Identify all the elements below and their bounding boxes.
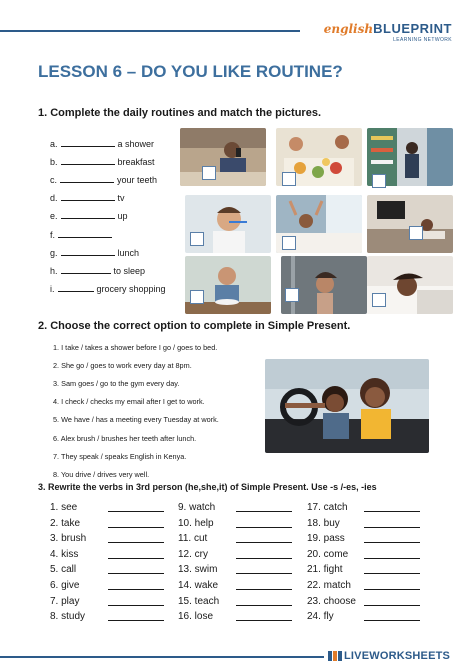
liveworksheets-logo-icon — [328, 650, 342, 662]
routine-blank-input[interactable] — [61, 211, 115, 219]
verb-answer-input[interactable] — [236, 542, 292, 543]
picture-women-driving-car — [265, 359, 429, 453]
verb-answer-input[interactable] — [236, 527, 292, 528]
answer-box-woman-shower[interactable] — [285, 288, 299, 302]
routine-blank-input[interactable] — [61, 266, 111, 274]
answer-box-man-phone[interactable] — [202, 166, 216, 180]
routine-blank-input[interactable] — [60, 175, 114, 183]
choice-sentence[interactable]: 6. Alex brush / brushes her teeth after lunch. — [53, 433, 197, 443]
verb-answer-input[interactable] — [108, 589, 164, 590]
brand-logo — [324, 20, 452, 43]
routine-blank-input[interactable] — [61, 157, 115, 165]
routine-item — [50, 138, 154, 150]
verb-item: 16. lose — [178, 611, 214, 623]
verb-answer-input[interactable] — [108, 542, 164, 543]
routine-item — [50, 156, 155, 168]
choice-sentence[interactable]: 2. She go / goes to work every day at 8pm. — [53, 361, 192, 371]
verb-item: 9. watch — [178, 502, 216, 513]
verb-item: 18. buy — [307, 517, 340, 529]
routine-item — [50, 174, 157, 186]
verb-answer-input[interactable] — [108, 558, 164, 559]
routine-item-text: breakfast — [117, 157, 155, 168]
verb-answer-input[interactable] — [236, 620, 292, 621]
verb-answer-input[interactable] — [108, 573, 164, 574]
routine-blank-input[interactable] — [58, 284, 94, 292]
verb-item: 17. catch — [307, 502, 348, 513]
answer-box-woman-sleeping[interactable] — [372, 293, 386, 307]
verb-item: 8. study — [50, 611, 86, 623]
answer-box-woman-waking-up[interactable] — [282, 236, 296, 250]
routine-item-letter: b. — [50, 157, 58, 168]
verb-answer-input[interactable] — [108, 620, 164, 621]
choice-sentence[interactable]: 7. They speak / speaks English in Kenya. — [53, 451, 187, 461]
picture-woman-shower — [281, 256, 367, 314]
routine-item-letter: d. — [50, 193, 58, 204]
verb-item: 6. give — [50, 580, 80, 591]
verb-answer-input[interactable] — [236, 573, 292, 574]
answer-box-man-lunch[interactable] — [190, 290, 204, 304]
choice-sentence[interactable]: 1. I take / takes a shower before I go / goes to bed. — [53, 343, 218, 352]
verb-item: 21. fight — [307, 564, 343, 576]
routine-item-letter: g. — [50, 247, 58, 258]
verb-item: 24. fly — [307, 611, 334, 623]
footer-divider — [0, 656, 324, 658]
brand-script-text: english — [323, 22, 374, 36]
routine-item-text: a shower — [117, 139, 155, 149]
routine-item — [50, 265, 145, 277]
answer-box-woman-watching-tv[interactable] — [409, 226, 423, 240]
verb-item: 19. pass — [307, 533, 345, 545]
routine-item — [50, 247, 139, 259]
routine-blank-input[interactable] — [61, 139, 115, 147]
verb-item: 13. swim — [178, 564, 218, 576]
routine-item-text: tv — [117, 193, 125, 204]
liveworksheets-logo[interactable] — [328, 650, 450, 662]
verb-item: 11. cut — [178, 533, 208, 545]
routine-item-text: lunch — [117, 247, 140, 258]
picture-man-phone — [180, 128, 266, 186]
routine-item-letter: i. — [50, 283, 55, 294]
verb-item: 2. take — [50, 517, 81, 529]
routine-item-text: to sleep — [113, 265, 146, 276]
verb-answer-input[interactable] — [364, 511, 420, 512]
verb-item: 4. kiss — [50, 548, 79, 560]
picture-woman-watching-tv — [367, 195, 453, 253]
verb-answer-input[interactable] — [236, 511, 292, 512]
verb-item: 5. call — [50, 564, 77, 576]
verb-answer-input[interactable] — [364, 542, 420, 543]
routine-item — [50, 283, 166, 295]
choice-sentence[interactable]: 5. We have / has a meeting every Tuesday at work. — [53, 415, 219, 425]
routine-item-text: your teeth — [117, 175, 158, 186]
verb-answer-input[interactable] — [236, 589, 292, 590]
picture-man-lunch — [185, 256, 271, 314]
verb-item: 7. play — [50, 595, 80, 607]
verb-item: 20. come — [307, 548, 349, 560]
routine-blank-input[interactable] — [61, 193, 115, 201]
verb-item: 1. see — [50, 502, 78, 513]
verb-item: 22. match — [307, 580, 351, 591]
routine-item-text: up — [117, 211, 128, 222]
verb-answer-input[interactable] — [364, 527, 420, 528]
verb-answer-input[interactable] — [236, 558, 292, 559]
verb-item: 14. wake — [178, 580, 219, 591]
routine-item-letter: f. — [50, 229, 56, 240]
section3-heading: 3. Rewrite the verbs in 3rd person (he,she,it) of Simple Present. Use -s /-es, -ies — [38, 482, 377, 492]
verb-answer-input[interactable] — [108, 511, 164, 512]
answer-box-grocery-store[interactable] — [372, 174, 386, 188]
answer-box-breakfast-table[interactable] — [282, 172, 296, 186]
footer — [0, 646, 474, 666]
verb-item: 10. help — [178, 517, 214, 529]
verb-answer-input[interactable] — [364, 573, 420, 574]
routine-item-letter: a. — [50, 139, 58, 149]
section1-heading: 1. Complete the daily routines and match the pictures. — [38, 107, 322, 119]
verb-answer-input[interactable] — [236, 605, 292, 606]
routine-item — [50, 229, 115, 241]
answer-box-man-brushing-teeth[interactable] — [190, 232, 204, 246]
verb-item: 23. choose — [307, 595, 356, 607]
choice-sentence[interactable]: 8. You drive / drives very well. — [53, 469, 150, 479]
page-title: LESSON 6 – DO YOU LIKE ROUTINE? — [38, 62, 343, 81]
routine-blank-input[interactable] — [58, 230, 112, 238]
verb-answer-input[interactable] — [364, 605, 420, 606]
section2-heading: 2. Choose the correct option to complete in Simple Present. — [38, 320, 351, 332]
routine-blank-input[interactable] — [61, 248, 115, 256]
verb-item: 15. teach — [178, 595, 220, 607]
liveworksheets-logo-text: LIVEWORKSHEETS — [344, 650, 451, 662]
routine-item-letter: c. — [50, 175, 58, 186]
routine-item-letter: e. — [50, 211, 58, 222]
choice-sentence[interactable]: 3. Sam goes / go to the gym every day. — [53, 379, 180, 389]
brand-subtitle: LEARNING NETWORK — [393, 37, 452, 43]
verb-answer-input[interactable] — [364, 620, 420, 621]
verb-answer-input[interactable] — [108, 527, 164, 528]
routine-item-letter: h. — [50, 265, 58, 276]
verb-answer-input[interactable] — [108, 605, 164, 606]
header-divider — [0, 30, 300, 32]
brand-bold-text: BLUEPRINT — [373, 21, 452, 36]
routine-item — [50, 192, 125, 204]
verb-item: 3. brush — [50, 533, 87, 545]
verb-item: 12. cry — [178, 548, 209, 560]
choice-sentence[interactable]: 4. I check / checks my email after I get to work. — [53, 397, 205, 407]
verb-answer-input[interactable] — [364, 558, 420, 559]
verb-answer-input[interactable] — [364, 589, 420, 590]
routine-item-text: grocery shopping — [96, 283, 166, 294]
routine-item — [50, 210, 128, 222]
